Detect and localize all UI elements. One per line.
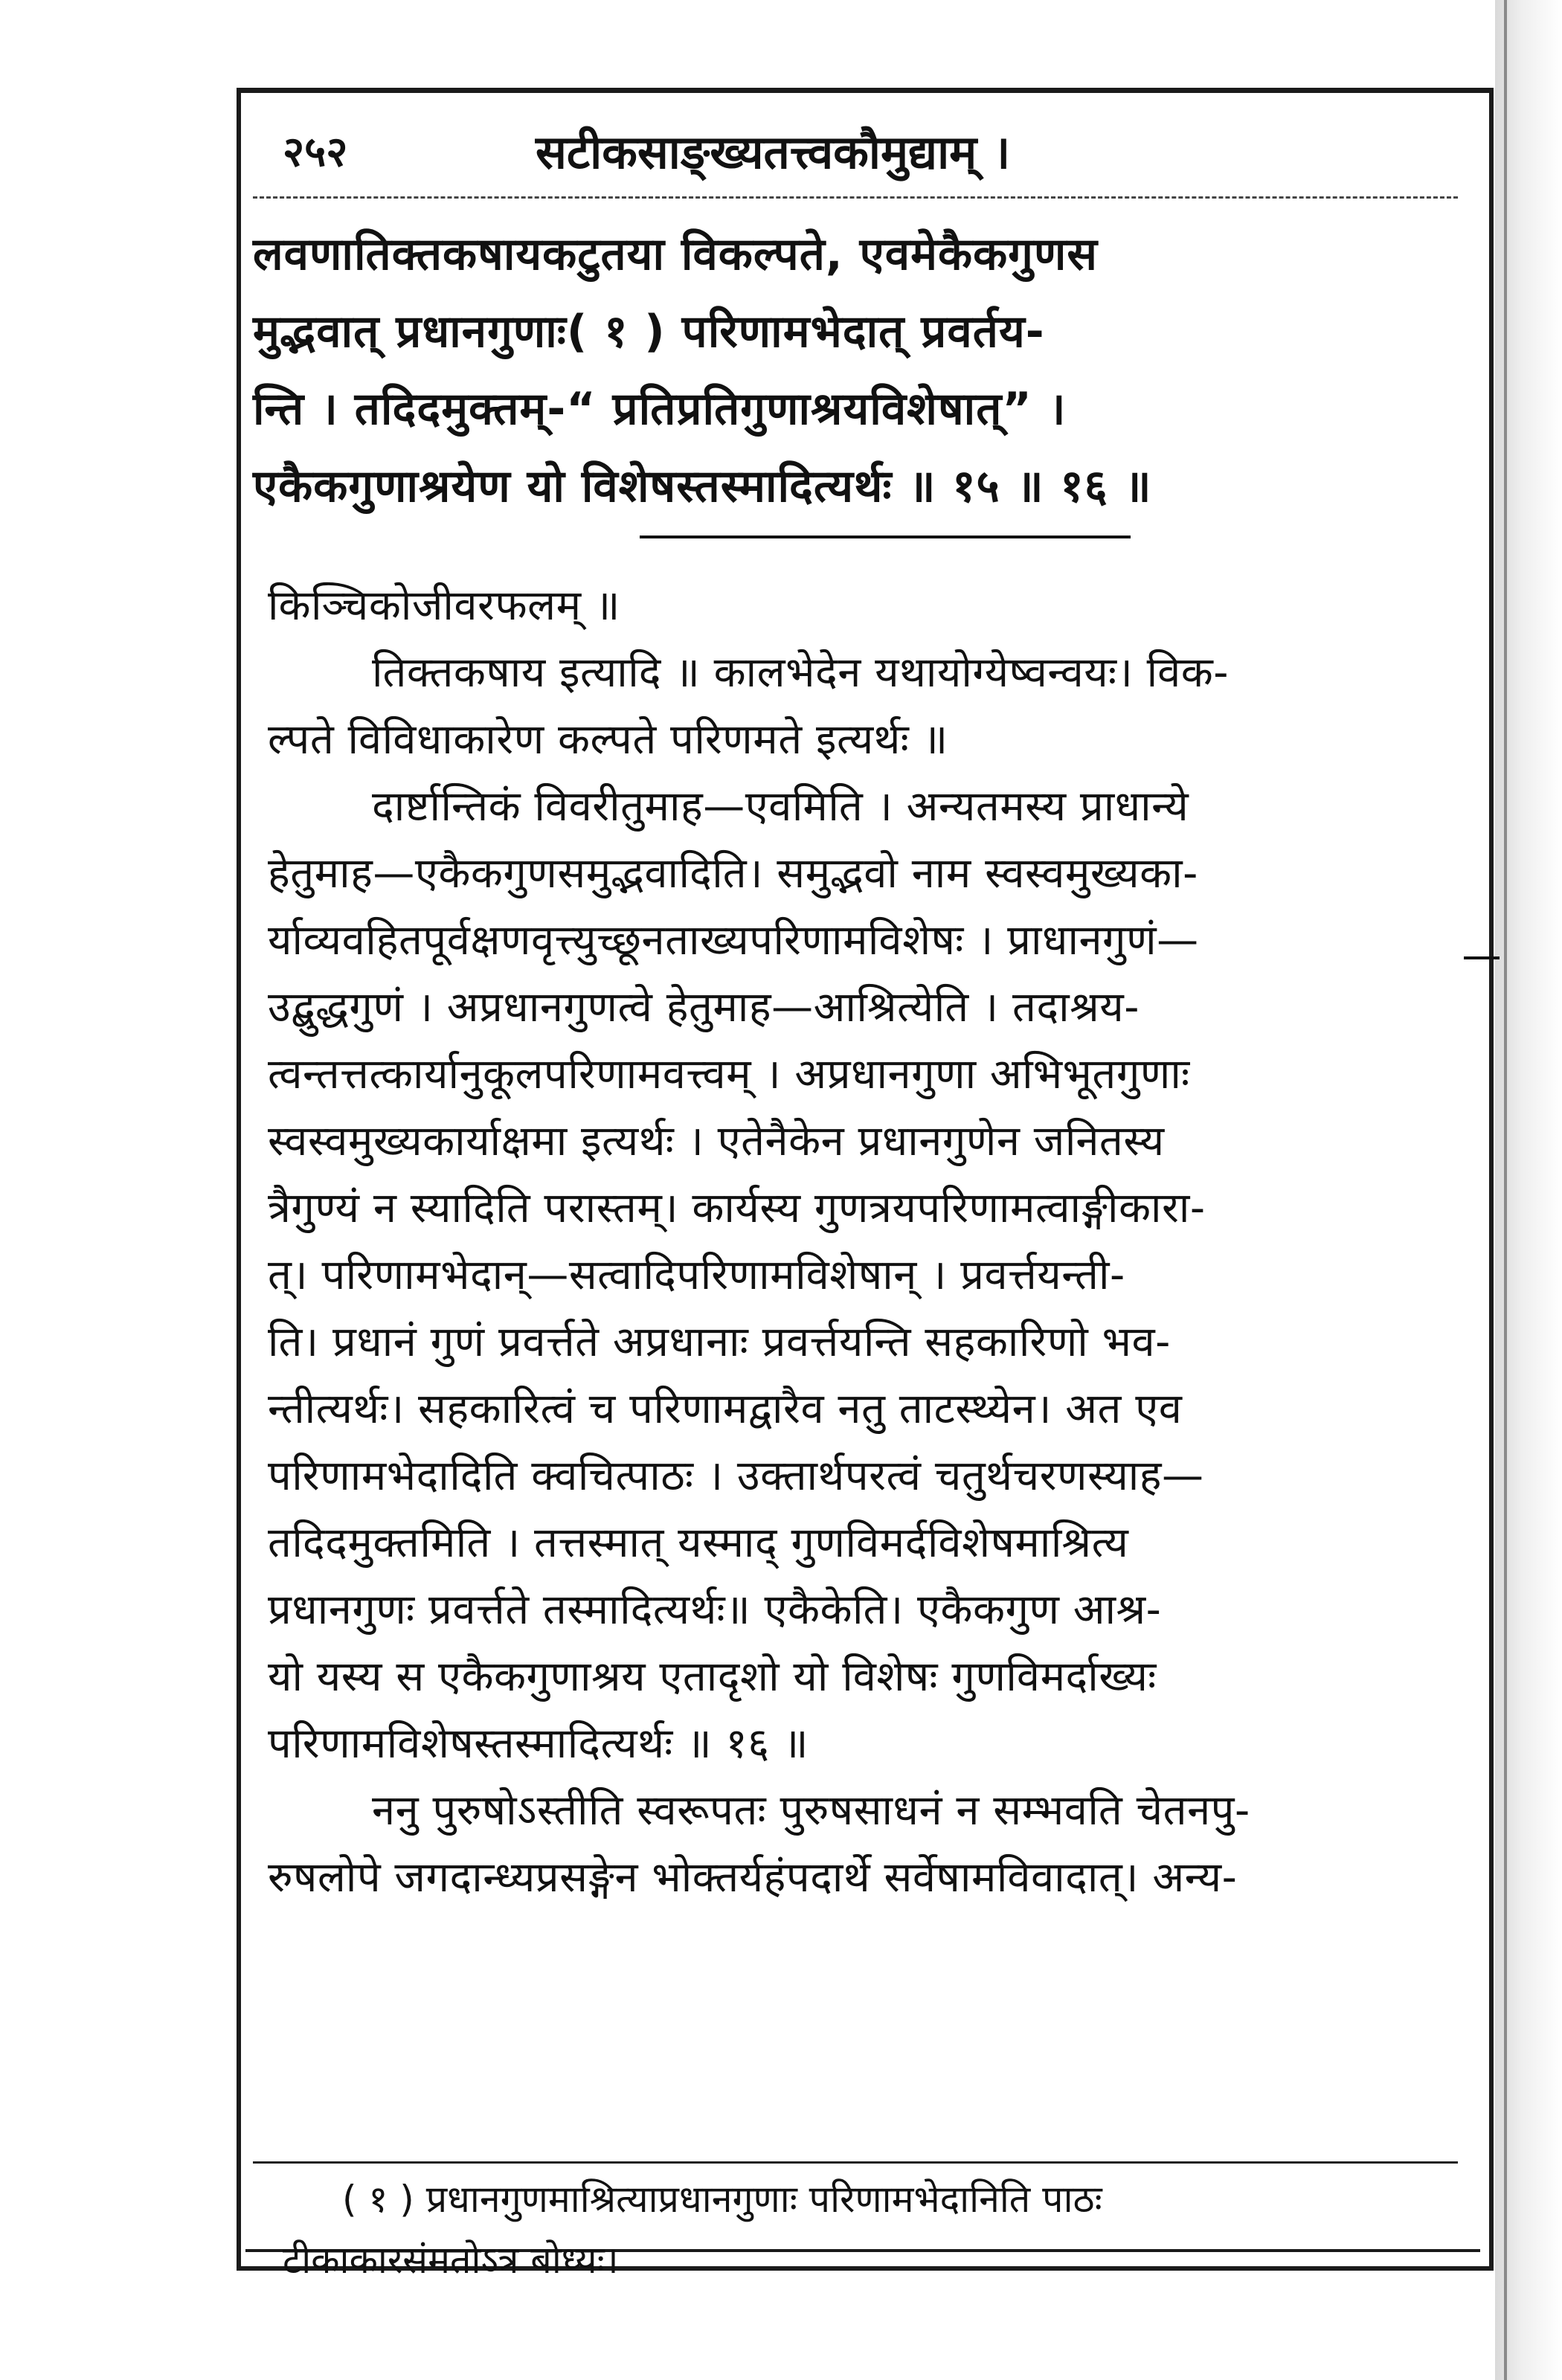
commentary-line: यो यस्य स एकैकगुणाश्रय एतादृशो यो विशेषः गुणविमर्दाख्यः [268, 1653, 1157, 1701]
page-header [283, 119, 1443, 186]
page-number: २५२ [283, 128, 348, 176]
margin-dash-mark [1464, 956, 1500, 959]
footnote-line: ( १ ) प्रधानगुणमाश्रित्याप्रधानगुणाः परिणामभेदानिति पाठः [342, 2178, 1102, 2221]
commentary-line: न्तीत्यर्थः। सहकारित्वं च परिणामद्वारैव नतु ताटस्थ्येन। अत एव [268, 1385, 1183, 1433]
commentary-line: ति। प्रधानं गुणं प्रवर्त्तते अप्रधानाः प्रवर्त्तयन्ति सहकारिणो भव- [268, 1318, 1171, 1366]
commentary-line: स्वस्वमुख्यकार्याक्षमा इत्यर्थः । एतेनैकेन प्रधानगुणेन जनितस्य [268, 1117, 1165, 1165]
verse-line: एकैकगुणाश्रयेण यो विशेषस्तस्मादित्यर्थः ॥ १५ ॥ १६ ॥ [253, 460, 1152, 512]
commentary-line: र्याव्यवहितपूर्वक्षणवृत्त्युच्छूनताख्यपरिणामविशेषः । प्राधानगुणं— [268, 916, 1199, 965]
binding-edge-line [1504, 0, 1507, 2380]
commentary-line: परिणामविशेषस्तस्मादित्यर्थः ॥ १६ ॥ [268, 1720, 809, 1768]
commentary-line: दार्ष्टान्तिकं विवरीतुमाह—एवमिति । अन्यतमस्य प्राधान्ये [372, 782, 1189, 831]
commentary-line: उद्बुद्धगुणं । अप्रधानगुणत्वे हेतुमाह—आश्रित्येति । तदाश्रय- [268, 983, 1140, 1032]
verse-end-underline [640, 536, 1131, 538]
footnote-block [283, 2169, 1458, 2291]
footnote-line: टीकाकारसंमतोऽत्र बोध्यः। [283, 2239, 619, 2282]
commentary-line: त्वन्तत्तत्कार्यानुकूलपरिणामवत्त्वम् । अप्रधानगुणा अभिभूतगुणाः [268, 1050, 1190, 1099]
commentary-line: तदिदमुक्तमिति । तत्तस्मात् यस्माद् गुणविमर्दविशेषमाश्रित्य [268, 1519, 1129, 1567]
verse-text-block [253, 216, 1458, 525]
commentary-line: त्रैगुण्यं न स्यादिति परास्तम्। कार्यस्य गुणत्रयपरिणामत्वाङ्गीकारा- [268, 1184, 1206, 1232]
commentary-line: हेतुमाह—एकैकगुणसमुद्भवादिति। समुद्भवो नाम स्वस्वमुख्यका- [268, 849, 1198, 898]
commentary-line: ननु पुरुषोऽस्तीति स्वरूपतः पुरुषसाधनं न सम्भवति चेतनपु- [372, 1786, 1250, 1835]
commentary-line: त्। परिणामभेदान्—सत्वादिपरिणामविशेषान् । प्रवर्त्तयन्ती- [268, 1251, 1125, 1299]
commentary-line: प्रधानगुणः प्रवर्त्तते तस्मादित्यर्थः॥ एकैकेति। एकैकगुण आश्र- [268, 1586, 1162, 1634]
footnote-rule [253, 2161, 1458, 2164]
commentary-line: परिणामभेदादिति क्वचित्पाठः । उक्तार्थपरत्वं चतुर्थचरणस्याह— [268, 1452, 1204, 1500]
commentary-line: रुषलोपे जगदान्ध्यप्रसङ्गेन भोक्तर्यहंपदार्थे सर्वेषामविवादात्। अन्य- [268, 1853, 1238, 1902]
running-title: सटीकसाङ्ख्यतत्त्वकौमुद्याम् । [536, 125, 1011, 179]
commentary-line: ल्पते विविधाकारेण कल्पते परिणमते इत्यर्थः ॥ [268, 715, 948, 764]
header-dashed-rule [253, 196, 1458, 199]
verse-line: न्ति । तदिदमुक्तम्-“ प्रतिप्रतिगुणाश्रयविशेषात्” । [253, 383, 1067, 435]
commentary-line: तिक्तकषाय इत्यादि ॥ कालभेदेन यथायोग्येष्वन्वयः। विक- [372, 649, 1229, 697]
verse-line: मुद्भवात् प्रधानगुणाः( १ ) परिणामभेदात् प्रवर्तय- [253, 306, 1045, 358]
commentary-block [268, 573, 1458, 1911]
commentary-line: किञ्चिकोजीवरफलम् ॥ [268, 582, 620, 630]
verse-line: लवणातिक्तकषायकटुतया विकल्पते, एवमेकैकगुणस [253, 228, 1098, 280]
